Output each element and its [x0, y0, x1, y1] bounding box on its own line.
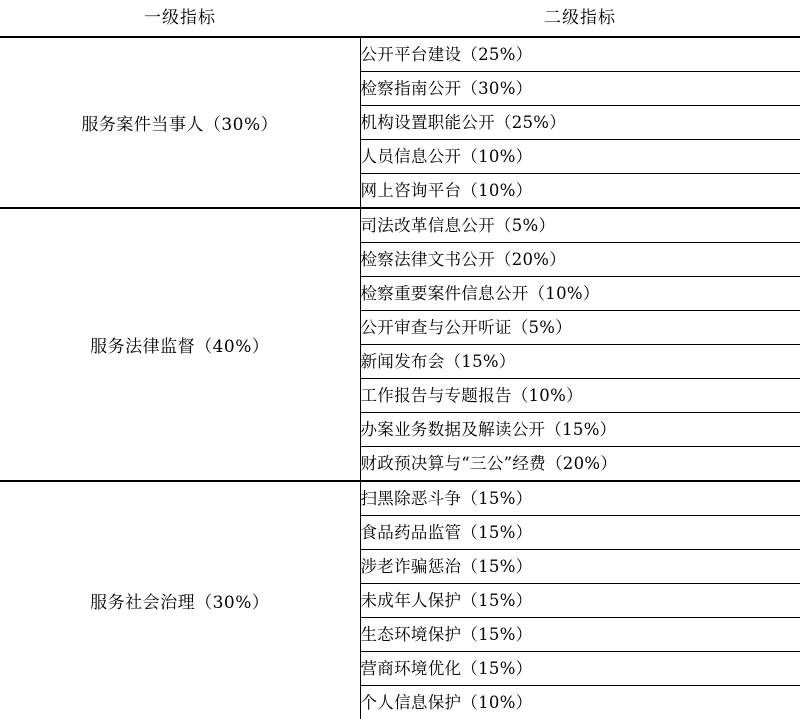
secondary-indicator-cell: 检察法律文书公开（20%） [360, 243, 800, 277]
table-row [0, 481, 800, 516]
primary-indicator-cell: 服务案件当事人（30%） [0, 37, 360, 208]
secondary-indicator-cell: 工作报告与专题报告（10%） [360, 379, 800, 413]
secondary-indicator-cell: 检察指南公开（30%） [360, 72, 800, 106]
secondary-indicator-cell: 人员信息公开（10%） [360, 140, 800, 174]
primary-indicator-cell: 服务法律监督（40%） [0, 208, 360, 481]
secondary-indicator-cell: 检察重要案件信息公开（10%） [360, 277, 800, 311]
column-header-secondary: 二级指标 [360, 0, 800, 37]
secondary-indicator-cell: 扫黑除恶斗争（15%） [360, 481, 800, 516]
table-header-row [0, 0, 800, 37]
secondary-indicator-cell: 新闻发布会（15%） [360, 345, 800, 379]
secondary-indicator-cell: 机构设置职能公开（25%） [360, 106, 800, 140]
secondary-indicator-cell: 公开审查与公开听证（5%） [360, 311, 800, 345]
secondary-indicator-cell: 食品药品监管（15%） [360, 516, 800, 550]
secondary-indicator-cell: 财政预决算与“三公”经费（20%） [360, 447, 800, 482]
secondary-indicator-cell: 网上咨询平台（10%） [360, 174, 800, 209]
secondary-indicator-cell: 个人信息保护（10%） [360, 686, 800, 719]
secondary-indicator-cell: 涉老诈骗惩治（15%） [360, 550, 800, 584]
column-header-primary: 一级指标 [0, 0, 360, 37]
secondary-indicator-cell: 生态环境保护（15%） [360, 618, 800, 652]
table-row [0, 37, 800, 72]
table-row [0, 208, 800, 243]
primary-indicator-cell: 服务社会治理（30%） [0, 481, 360, 719]
secondary-indicator-cell: 营商环境优化（15%） [360, 652, 800, 686]
secondary-indicator-cell: 办案业务数据及解读公开（15%） [360, 413, 800, 447]
secondary-indicator-cell: 公开平台建设（25%） [360, 37, 800, 72]
secondary-indicator-cell: 未成年人保护（15%） [360, 584, 800, 618]
secondary-indicator-cell: 司法改革信息公开（5%） [360, 208, 800, 243]
